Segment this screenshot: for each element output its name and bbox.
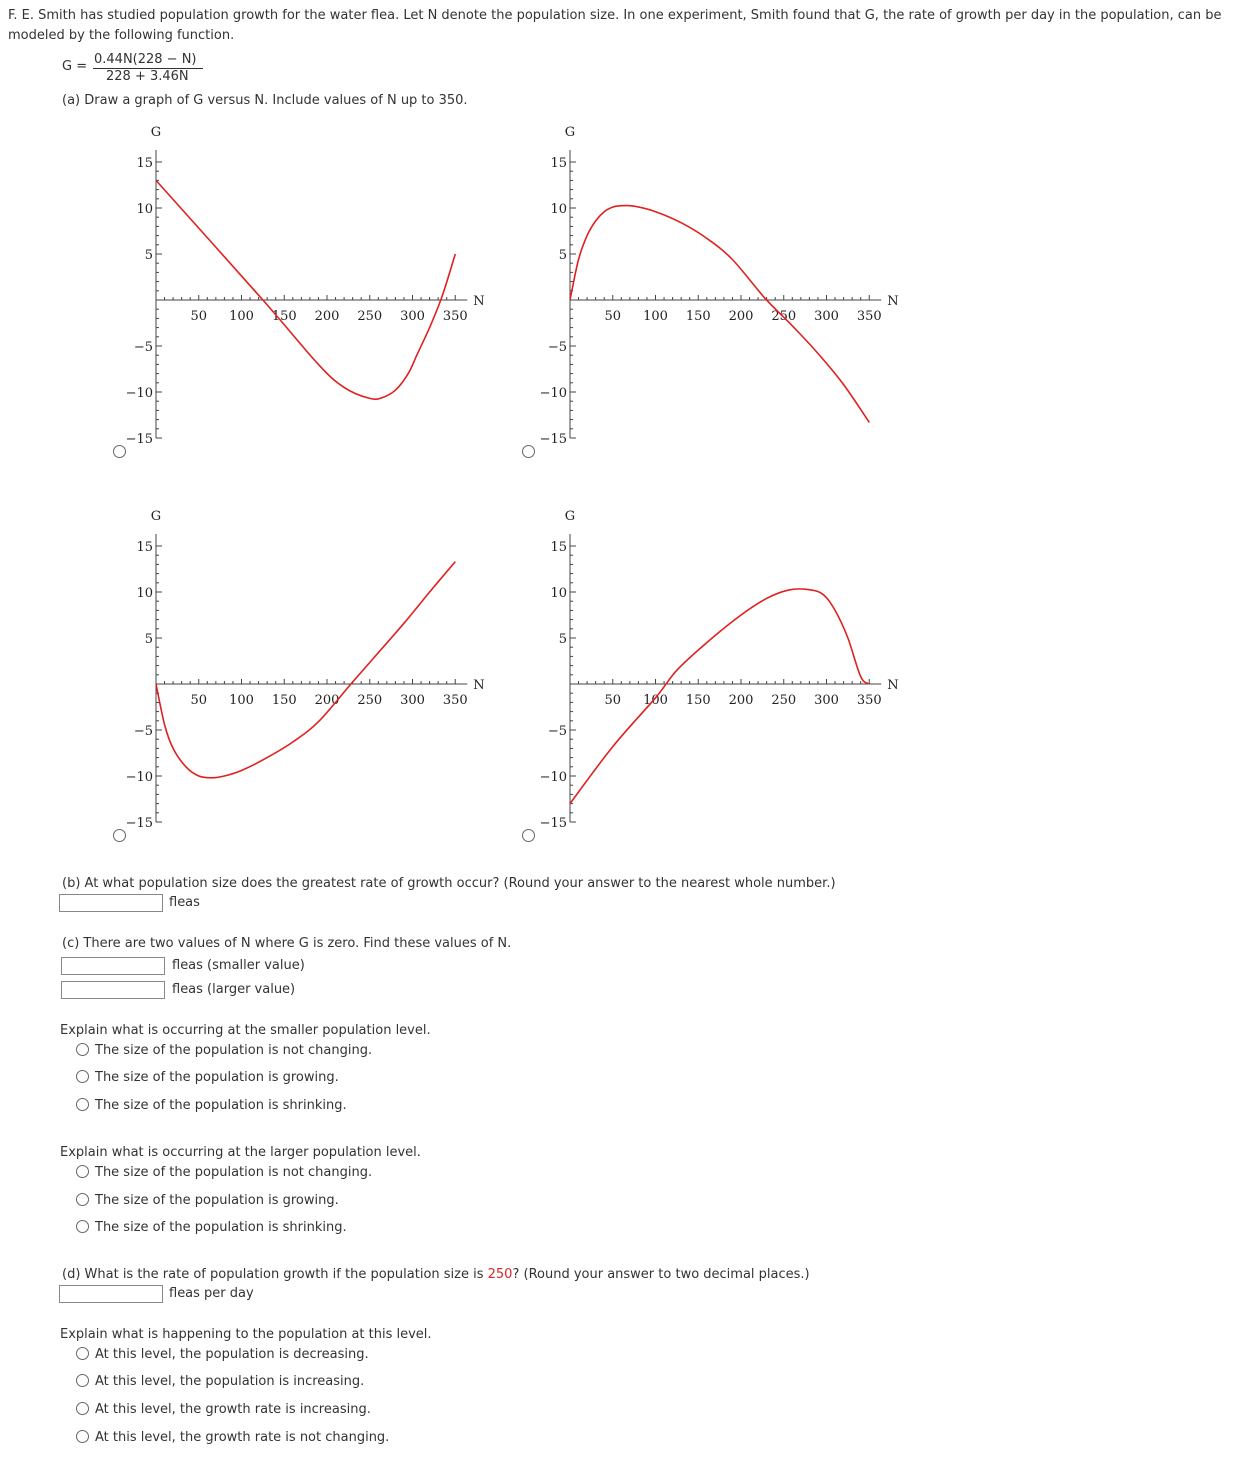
smaller-zero-unit: fleas (smaller value) bbox=[172, 958, 305, 973]
level-option-rate-increasing[interactable] bbox=[76, 1402, 371, 1417]
x-tick-label: 50 bbox=[604, 693, 622, 708]
formula-numerator: 0.44N(228 − N) bbox=[94, 52, 197, 67]
formula-denominator: 228 + 3.46N bbox=[106, 69, 189, 84]
x-tick-label: 250 bbox=[357, 309, 383, 324]
radio-icon[interactable] bbox=[76, 1220, 89, 1233]
graph-option-4-radio[interactable] bbox=[522, 829, 535, 842]
explain-level-prompt: Explain what is happening to the population at this level. bbox=[60, 1327, 432, 1342]
x-axis-label: N bbox=[473, 294, 485, 309]
y-tick-label: −5 bbox=[133, 340, 153, 355]
x-tick-label: 200 bbox=[314, 693, 340, 708]
x-axis-label: N bbox=[473, 678, 485, 693]
part-d-question-pre: (d) What is the rate of population growth if the population size is bbox=[62, 1267, 488, 1282]
x-tick-label: 150 bbox=[271, 693, 297, 708]
y-tick-label: 15 bbox=[136, 540, 153, 555]
option-label: The size of the population is not changing. bbox=[95, 1165, 373, 1180]
smaller-option-not-changing[interactable] bbox=[76, 1043, 372, 1058]
smaller-option-shrinking[interactable] bbox=[76, 1098, 347, 1113]
y-tick-label: −10 bbox=[125, 386, 153, 401]
y-tick-label: −10 bbox=[539, 386, 567, 401]
part-d-question-post: ? (Round your answer to two decimal places.) bbox=[512, 1267, 810, 1282]
y-tick-label: 5 bbox=[558, 248, 567, 263]
y-tick-label: 15 bbox=[550, 156, 567, 171]
radio-icon[interactable] bbox=[76, 1098, 89, 1111]
y-tick-label: −10 bbox=[125, 770, 153, 785]
curve-option-1 bbox=[156, 180, 455, 399]
graph-option-3-radio[interactable] bbox=[113, 829, 126, 842]
part-b-question: (b) At what population size does the greatest rate of growth occur? (Round your answer to the nearest whole number.) bbox=[62, 876, 836, 891]
y-tick-label: −5 bbox=[133, 724, 153, 739]
y-tick-label: 5 bbox=[144, 248, 153, 263]
x-tick-label: 200 bbox=[728, 309, 754, 324]
part-d-unit: fleas per day bbox=[169, 1286, 254, 1301]
option-label: At this level, the growth rate is not changing. bbox=[95, 1430, 390, 1445]
x-tick-label: 200 bbox=[728, 693, 754, 708]
option-label: The size of the population is not changing. bbox=[95, 1043, 373, 1058]
level-option-rate-not-changing[interactable] bbox=[76, 1430, 389, 1445]
x-tick-label: 100 bbox=[643, 309, 668, 324]
y-tick-label: 5 bbox=[144, 632, 153, 647]
y-axis-label: G bbox=[150, 509, 162, 524]
graph-option-2-radio[interactable] bbox=[522, 445, 535, 458]
x-tick-label: 50 bbox=[190, 309, 208, 324]
y-tick-label: −5 bbox=[547, 724, 567, 739]
larger-option-growing[interactable] bbox=[76, 1193, 339, 1208]
x-tick-label: 150 bbox=[685, 693, 711, 708]
y-tick-label: 10 bbox=[550, 202, 567, 217]
part-d-answer-input[interactable] bbox=[59, 1285, 163, 1303]
y-tick-label: −15 bbox=[539, 432, 567, 447]
y-tick-label: −15 bbox=[125, 432, 153, 447]
x-axis-label: N bbox=[887, 294, 899, 309]
y-tick-label: −15 bbox=[539, 816, 567, 831]
x-tick-label: 350 bbox=[442, 693, 468, 708]
part-c-question: (c) There are two values of N where G is zero. Find these values of N. bbox=[62, 936, 512, 951]
option-label: At this level, the population is increasing. bbox=[95, 1374, 365, 1389]
option-label: At this level, the growth rate is increasing. bbox=[95, 1402, 371, 1417]
x-tick-label: 350 bbox=[442, 309, 468, 324]
larger-zero-unit: fleas (larger value) bbox=[172, 982, 296, 997]
curve-option-3 bbox=[156, 562, 455, 778]
x-tick-label: 200 bbox=[314, 309, 340, 324]
radio-icon[interactable] bbox=[76, 1430, 89, 1443]
x-tick-label: 150 bbox=[271, 309, 297, 324]
option-label: The size of the population is shrinking. bbox=[95, 1220, 347, 1235]
x-tick-label: 350 bbox=[856, 693, 882, 708]
x-tick-label: 350 bbox=[856, 309, 882, 324]
x-tick-label: 300 bbox=[814, 309, 839, 324]
radio-icon[interactable] bbox=[76, 1347, 89, 1360]
x-tick-label: 300 bbox=[814, 693, 839, 708]
x-axis-label: N bbox=[887, 678, 899, 693]
graph-option-3 bbox=[80, 500, 500, 860]
option-label: The size of the population is growing. bbox=[95, 1070, 339, 1085]
y-tick-label: −15 bbox=[125, 816, 153, 831]
x-tick-label: 100 bbox=[643, 693, 668, 708]
graph-option-1-radio[interactable] bbox=[113, 445, 126, 458]
part-b-answer-input[interactable] bbox=[59, 894, 163, 912]
radio-icon[interactable] bbox=[76, 1193, 89, 1206]
option-label: At this level, the population is decreasing. bbox=[95, 1347, 369, 1362]
y-axis-label: G bbox=[564, 509, 576, 524]
explain-smaller-prompt: Explain what is occurring at the smaller population level. bbox=[60, 1023, 431, 1038]
graph-option-1 bbox=[80, 116, 500, 476]
part-d-question bbox=[62, 1267, 810, 1282]
radio-icon[interactable] bbox=[76, 1402, 89, 1415]
smaller-option-growing[interactable] bbox=[76, 1070, 339, 1085]
y-tick-label: 10 bbox=[550, 586, 567, 601]
y-axis-label: G bbox=[150, 125, 162, 140]
part-b-unit: fleas bbox=[169, 895, 200, 910]
y-tick-label: 10 bbox=[136, 586, 153, 601]
radio-icon[interactable] bbox=[76, 1043, 89, 1056]
explain-larger-prompt: Explain what is occurring at the larger population level. bbox=[60, 1145, 421, 1160]
y-tick-label: 5 bbox=[558, 632, 567, 647]
x-tick-label: 250 bbox=[357, 693, 383, 708]
formula-lhs: G = bbox=[62, 59, 88, 74]
graph-option-2 bbox=[494, 116, 914, 476]
part-d-highlight-value: 250 bbox=[487, 1267, 513, 1282]
larger-zero-input[interactable] bbox=[61, 981, 165, 999]
x-tick-label: 250 bbox=[771, 693, 797, 708]
part-a-question: (a) Draw a graph of G versus N. Include values of N up to 350. bbox=[62, 93, 468, 108]
radio-icon[interactable] bbox=[76, 1165, 89, 1178]
x-tick-label: 250 bbox=[771, 309, 797, 324]
x-tick-label: 150 bbox=[685, 309, 711, 324]
y-tick-label: −10 bbox=[539, 770, 567, 785]
x-tick-label: 50 bbox=[604, 309, 622, 324]
y-tick-label: 15 bbox=[550, 540, 567, 555]
larger-option-not-changing[interactable] bbox=[76, 1165, 372, 1180]
question-intro: F. E. Smith has studied population growth for the water flea. Let N denote the population size. In one experiment, Smith found that G, the rate of growth per day in the population, can be modeled by the following function. bbox=[8, 8, 1222, 43]
y-tick-label: 10 bbox=[136, 202, 153, 217]
x-tick-label: 300 bbox=[400, 693, 425, 708]
x-tick-label: 100 bbox=[229, 693, 254, 708]
y-tick-label: 15 bbox=[136, 156, 153, 171]
radio-icon[interactable] bbox=[76, 1374, 89, 1387]
level-option-increasing[interactable] bbox=[76, 1374, 364, 1389]
radio-icon[interactable] bbox=[76, 1070, 89, 1083]
smaller-zero-input[interactable] bbox=[61, 957, 165, 975]
x-tick-label: 300 bbox=[400, 309, 425, 324]
option-label: The size of the population is growing. bbox=[95, 1193, 339, 1208]
x-tick-label: 100 bbox=[229, 309, 254, 324]
graph-option-4 bbox=[494, 500, 914, 860]
option-label: The size of the population is shrinking. bbox=[95, 1098, 347, 1113]
level-option-decreasing[interactable] bbox=[76, 1347, 369, 1362]
x-tick-label: 50 bbox=[190, 693, 208, 708]
y-tick-label: −5 bbox=[547, 340, 567, 355]
larger-option-shrinking[interactable] bbox=[76, 1220, 347, 1235]
y-axis-label: G bbox=[564, 125, 576, 140]
